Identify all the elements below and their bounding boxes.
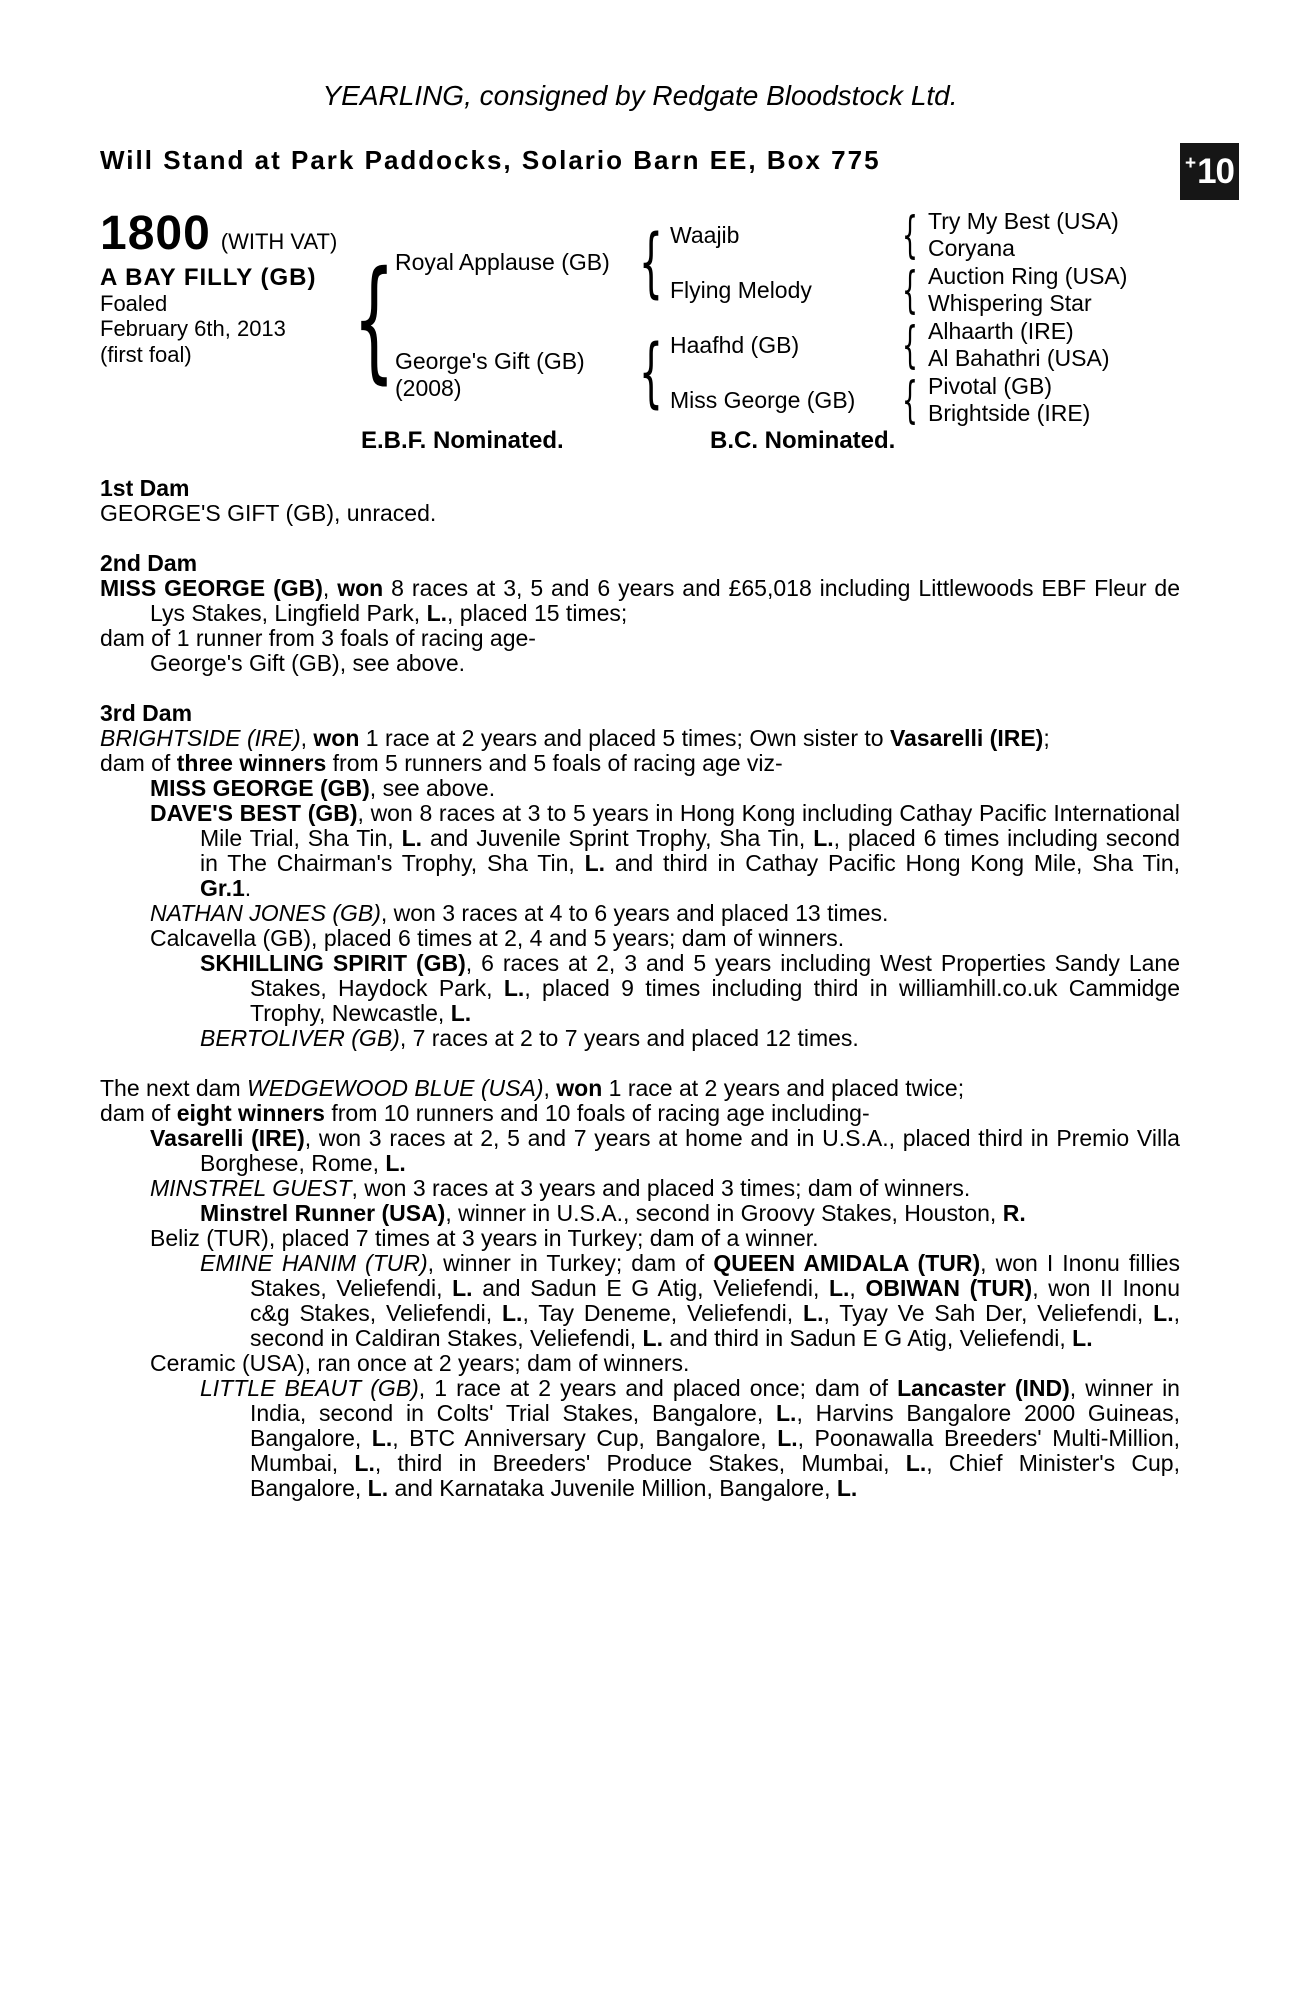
dam-section-1 [100,476,1180,526]
pedigree-paragraph: Calcavella (GB), placed 6 times at 2, 4 and 5 years; dam of winners. [150,925,845,951]
pedigree-gen3-8: Brightside (IRE) [928,400,1091,426]
pedigree-paragraph: Beliz (TUR), placed 7 times at 3 years in Turkey; dam of a winner. [150,1225,819,1251]
ebf-nominated: E.B.F. Nominated. [361,427,564,454]
pedigree-paragraph: SKHILLING SPIRIT (GB), 6 races at 2, 3 and 5 years including West Properties Sandy Lane Stakes, Haydock Park, L., placed 9 times including third in williamhill.co.uk Cammidge Trophy, Newcastle, L. [200,950,1180,1026]
dam-section-heading: 1st Dam [100,475,190,501]
pedigree-gen2-dam-dam: Miss George (GB) [670,387,856,413]
dam-section-3 [100,701,1180,1051]
dam-section-2 [100,551,1180,676]
pedigree-brace-g3-1 [902,210,918,260]
pedigree-paragraph: Minstrel Runner (USA), winner in U.S.A., second in Groovy Stakes, Houston, R. [200,1200,1026,1226]
foal-note: (first foal) [100,342,192,367]
plus-icon: + [1184,152,1197,174]
pedigree-gen3-3: Auction Ring (USA) [928,263,1128,289]
pedigree-gen3-7: Pivotal (GB) [928,373,1052,399]
pedigree-paragraph: MINSTREL GUEST, won 3 races at 3 years and placed 3 times; dam of winners. [150,1175,971,1201]
page-title: YEARLING, consigned by Redgate Bloodstock Ltd. [322,80,958,111]
pedigree-paragraph: BERTOLIVER (GB), 7 races at 2 to 7 years and placed 12 times. [200,1025,859,1051]
foaled-label: Foaled [100,291,168,316]
pedigree-paragraph: GEORGE'S GIFT (GB), unraced. [100,500,437,526]
pedigree-gen3-6: Al Bahathri (USA) [928,345,1110,371]
pedigree-gen3-5: Alhaarth (IRE) [928,318,1074,344]
pedigree-paragraph: dam of three winners from 5 runners and 5 foals of racing age viz- [100,750,783,776]
pedigree-brace-sire [639,224,663,300]
pedigree-gen2-dam-sire: Haafhd (GB) [670,332,800,358]
pedigree-paragraph: Vasarelli (IRE), won 3 races at 2, 5 and 7 years at home and in U.S.A., placed third in Premio Villa Borghese, Rome, L. [150,1125,1180,1176]
pedigree-paragraph: NATHAN JONES (GB), won 3 races at 4 to 6 years and placed 13 times. [150,900,889,926]
dam-section-heading: 3rd Dam [100,700,193,726]
pedigree-gen3-1: Try My Best (USA) [928,208,1119,234]
pedigree-dam: George's Gift (GB) [395,348,585,374]
lot-number: 1800 [100,207,211,260]
pedigree-text-sections [100,476,1180,1501]
vat-note: (WITH VAT) [220,229,338,254]
dam-section-4 [100,1076,1180,1501]
badge-number: 10 [1197,151,1235,191]
pedigree-paragraph: LITTLE BEAUT (GB), 1 race at 2 years and placed once; dam of Lancaster (IND), winner in India, second in Colts' Trial Stakes, Bangalore, L., Harvins Bangalore 2000 Guineas, Bangalore, L., BTC Anniversary Cup, Bangalore, L., Poonawalla Breeders' Multi-Million, Mumbai, L., third in Breeders' Produce Stakes, Mumbai, L., Chief Minister's Cup, Bangalore, L. and Karnataka Juvenile Million, Bangalore, L. [200,1375,1180,1501]
pedigree-paragraph: MISS GEORGE (GB), see above. [150,775,496,801]
pedigree-brace-dam [639,334,663,410]
pedigree-paragraph: DAVE'S BEST (GB), won 8 races at 3 to 5 years in Hong Kong including Cathay Pacific International Mile Trial, Sha Tin, L. and Juvenile Sprint Trophy, Sha Tin, L., placed 6 times including second in The Chairman's Trophy, Sha Tin, L. and third in Cathay Pacific Hong Kong Mile, Sha Tin, Gr.1. [150,800,1180,901]
pedigree-dam-year: (2008) [395,375,462,401]
bc-nominated: B.C. Nominated. [710,427,896,454]
pedigree-gen3-4: Whispering Star [928,290,1092,316]
pedigree-gen2-sire-sire: Waajib [670,222,740,248]
pedigree-paragraph: EMINE HANIM (TUR), winner in Turkey; dam of QUEEN AMIDALA (TUR), won I Inonu fillies Stakes, Veliefendi, L. and Sadun E G Atig, Veliefendi, L., OBIWAN (TUR), won II Inonu c&g Stakes, Veliefendi, L., Tay Deneme, Veliefendi, L., Tyay Ve Sah Der, Veliefendi, L., second in Caldiran Stakes, Veliefendi, L. and third in Sadun E G Atig, Veliefendi, L. [200,1250,1181,1351]
pedigree-paragraph: MISS GEORGE (GB), won 8 races at 3, 5 and 6 years and £65,018 including Littlewoods EBF Fleur de Lys Stakes, Lingfield Park, L., placed 15 times; [100,575,1180,626]
pedigree-gen3-2: Coryana [928,235,1015,261]
pedigree-brace-g3-3 [902,320,918,370]
pedigree-table [0,0,1314,470]
pedigree-gen2-sire-dam: Flying Melody [670,277,812,303]
lot-description: A BAY FILLY (GB) [100,264,317,291]
pedigree-paragraph: BRIGHTSIDE (IRE), won 1 race at 2 years and placed 5 times; Own sister to Vasarelli (IRE); [100,725,1050,751]
pedigree-paragraph: dam of eight winners from 10 runners and 10 foals of racing age including- [100,1100,870,1126]
pedigree-paragraph: Ceramic (USA), ran once at 2 years; dam of winners. [150,1350,690,1376]
dam-section-heading: 2nd Dam [100,550,198,576]
pedigree-brace-gen1 [353,254,395,386]
pedigree-paragraph: dam of 1 runner from 3 foals of racing age- [100,625,536,651]
pedigree-sire: Royal Applause (GB) [395,249,610,275]
pedigree-paragraph: George's Gift (GB), see above. [150,650,466,676]
foaled-date: February 6th, 2013 [100,316,286,341]
pedigree-brace-g3-4 [902,375,918,425]
pedigree-paragraph: The next dam WEDGEWOOD BLUE (USA), won 1 race at 2 years and placed twice; [100,1075,965,1101]
pedigree-brace-g3-2 [902,265,918,315]
stand-location-line: Will Stand at Park Paddocks, Solario Barn EE, Box 775 [100,145,881,175]
